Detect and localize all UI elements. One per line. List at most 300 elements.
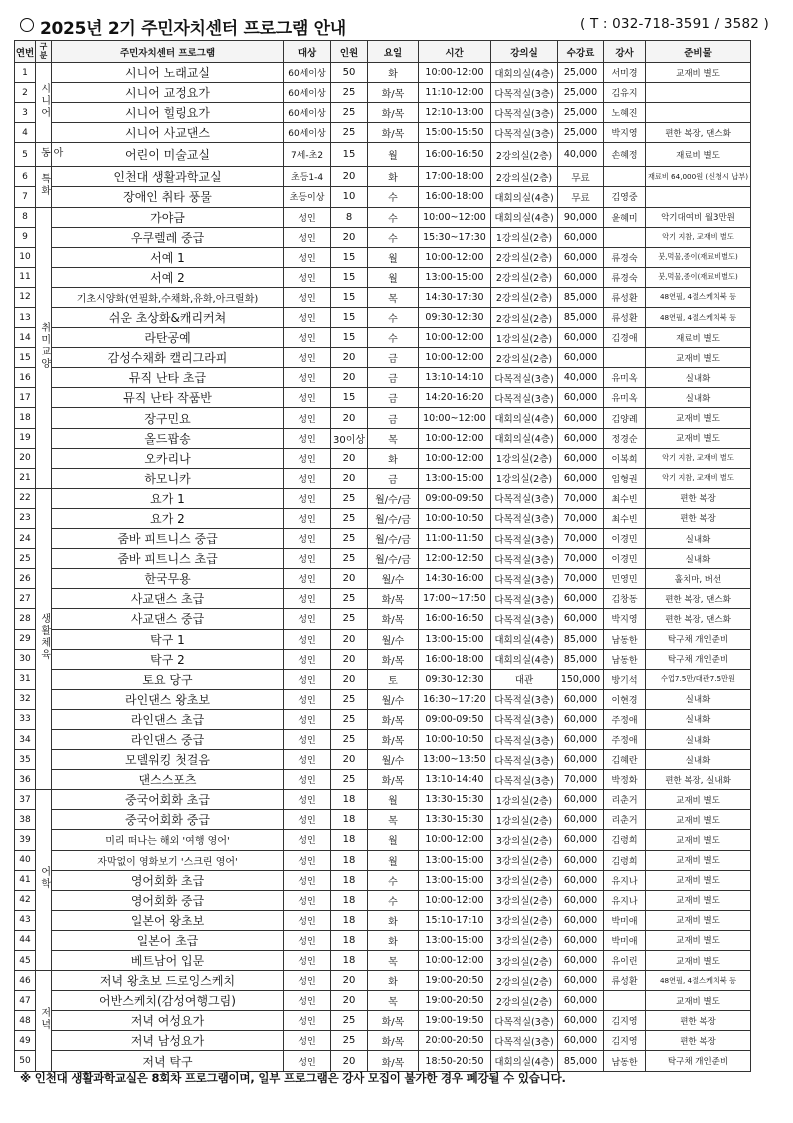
instructor-cell: 김영중 (604, 187, 646, 207)
time-cell: 14:20-16:20 (419, 388, 491, 408)
capacity-cell: 25 (331, 1011, 368, 1031)
target-cell: 성인 (284, 529, 331, 549)
materials-cell: 교재비 별도 (646, 870, 751, 890)
materials-cell: 교재비 별도 (646, 930, 751, 950)
col-header: 인원 (331, 41, 368, 63)
col-header: 강의실 (491, 41, 558, 63)
room-cell: 다목적실(3층) (491, 750, 558, 770)
instructor-cell: 유지나 (604, 870, 646, 890)
target-cell: 성인 (284, 589, 331, 609)
program-name: 어반스케치(감성여행그림) (52, 991, 284, 1011)
fee-cell: 60,000 (558, 609, 604, 629)
time-cell: 16:30~17:20 (419, 689, 491, 709)
room-cell: 2강의실(2층) (491, 308, 558, 328)
time-cell: 10:00~12:00 (419, 207, 491, 227)
materials-cell: 교재비 별도 (646, 951, 751, 971)
row-number: 44 (15, 930, 36, 950)
row-number: 23 (15, 508, 36, 528)
program-name: 저녁 남성요가 (52, 1031, 284, 1051)
capacity-cell: 25 (331, 83, 368, 103)
col-header: 대상 (284, 41, 331, 63)
instructor-cell: 주정애 (604, 729, 646, 749)
time-cell: 09:00-09:50 (419, 488, 491, 508)
program-name: 뮤직 난타 초급 (52, 368, 284, 388)
table-row (15, 609, 751, 629)
row-number: 33 (15, 709, 36, 729)
day-cell: 화/목 (368, 103, 419, 123)
program-name: 저녁 여성요가 (52, 1011, 284, 1031)
materials-cell: 수업7.5만/대관7.5만원 (646, 669, 751, 689)
row-number: 30 (15, 649, 36, 669)
time-cell: 13:30-15:30 (419, 810, 491, 830)
capacity-cell: 25 (331, 123, 368, 143)
room-cell: 대회의실(4층) (491, 428, 558, 448)
instructor-cell: 이현경 (604, 689, 646, 709)
program-name: 시니어 노래교실 (52, 63, 284, 83)
materials-cell: 악기 지참, 교재비 별도 (646, 227, 751, 247)
instructor-cell (604, 991, 646, 1011)
day-cell: 수 (368, 870, 419, 890)
room-cell: 3강의실(2층) (491, 890, 558, 910)
time-cell: 19:00-20:50 (419, 991, 491, 1011)
fee-cell: 85,000 (558, 1051, 604, 1071)
capacity-cell: 25 (331, 1031, 368, 1051)
program-name: 서예 1 (52, 247, 284, 267)
instructor-cell (604, 167, 646, 187)
row-number: 38 (15, 810, 36, 830)
time-cell: 16:00-18:00 (419, 187, 491, 207)
instructor-cell: 서미경 (604, 63, 646, 83)
time-cell: 13:30-15:30 (419, 790, 491, 810)
fee-cell: 60,000 (558, 930, 604, 950)
col-header: 수강료 (558, 41, 604, 63)
instructor-cell: 류성환 (604, 971, 646, 991)
day-cell: 목 (368, 810, 419, 830)
room-cell: 대회의실(4층) (491, 1051, 558, 1071)
time-cell: 20:00-20:50 (419, 1031, 491, 1051)
program-name: 시니어 교정요가 (52, 83, 284, 103)
row-number: 13 (15, 308, 36, 328)
target-cell: 성인 (284, 348, 331, 368)
day-cell: 화/목 (368, 709, 419, 729)
program-name: 오카리나 (52, 448, 284, 468)
table-row (15, 549, 751, 569)
table-row (15, 308, 751, 328)
materials-cell: 붓,먹물,종이(재료비별도) (646, 247, 751, 267)
time-cell: 13:00-15:00 (419, 468, 491, 488)
room-cell: 다목적실(3층) (491, 689, 558, 709)
row-number: 17 (15, 388, 36, 408)
row-number: 8 (15, 207, 36, 227)
instructor-cell: 박미애 (604, 930, 646, 950)
row-number: 16 (15, 368, 36, 388)
capacity-cell: 20 (331, 408, 368, 428)
time-cell: 10:00-12:00 (419, 428, 491, 448)
row-number: 25 (15, 549, 36, 569)
row-number: 24 (15, 529, 36, 549)
fee-cell: 60,000 (558, 810, 604, 830)
fee-cell: 60,000 (558, 750, 604, 770)
fee-cell: 60,000 (558, 388, 604, 408)
instructor-cell: 주정애 (604, 709, 646, 729)
table-row (15, 368, 751, 388)
target-cell: 성인 (284, 328, 331, 348)
fee-cell: 60,000 (558, 589, 604, 609)
instructor-cell: 이경민 (604, 549, 646, 569)
instructor-cell: 이경민 (604, 529, 646, 549)
day-cell: 화/목 (368, 729, 419, 749)
materials-cell: 48연필, 4절스케치북 등 (646, 308, 751, 328)
time-cell: 19:00-20:50 (419, 971, 491, 991)
day-cell: 토 (368, 669, 419, 689)
time-cell: 18:50-20:50 (419, 1051, 491, 1071)
capacity-cell: 18 (331, 870, 368, 890)
program-name: 인천대 생활과학교실 (52, 167, 284, 187)
fee-cell: 60,000 (558, 991, 604, 1011)
table-row (15, 991, 751, 1011)
time-cell: 09:30-12:30 (419, 669, 491, 689)
table-row (15, 770, 751, 790)
table-row (15, 890, 751, 910)
table-row (15, 971, 751, 991)
time-cell: 10:00-12:00 (419, 348, 491, 368)
day-cell: 월 (368, 143, 419, 167)
instructor-cell: 리춘거 (604, 790, 646, 810)
row-number: 32 (15, 689, 36, 709)
day-cell: 수 (368, 328, 419, 348)
fee-cell: 무료 (558, 167, 604, 187)
category-label: 시니어 (38, 82, 50, 119)
room-cell: 대회의실(4층) (491, 187, 558, 207)
fee-cell: 85,000 (558, 287, 604, 307)
table-row (15, 729, 751, 749)
instructor-cell: 손혜정 (604, 143, 646, 167)
table-body (15, 63, 751, 1072)
room-cell: 다목적실(3층) (491, 123, 558, 143)
time-cell: 13:00-15:00 (419, 267, 491, 287)
materials-cell: 편한 복장, 실내화 (646, 770, 751, 790)
target-cell: 성인 (284, 669, 331, 689)
room-cell: 2강의실(2층) (491, 167, 558, 187)
row-number: 36 (15, 770, 36, 790)
fee-cell: 85,000 (558, 629, 604, 649)
capacity-cell: 20 (331, 348, 368, 368)
program-name: 사교댄스 중급 (52, 609, 284, 629)
instructor-cell: 김유지 (604, 83, 646, 103)
program-name: 탁구 2 (52, 649, 284, 669)
time-cell: 10:00-12:00 (419, 63, 491, 83)
day-cell: 화/목 (368, 770, 419, 790)
instructor-cell: 김지영 (604, 1011, 646, 1031)
materials-cell: 교재비 별도 (646, 890, 751, 910)
fee-cell: 70,000 (558, 549, 604, 569)
time-cell: 11:00-11:50 (419, 529, 491, 549)
col-header: 요일 (368, 41, 419, 63)
capacity-cell: 18 (331, 810, 368, 830)
row-number: 3 (15, 103, 36, 123)
day-cell: 목 (368, 951, 419, 971)
category-cell (36, 971, 52, 1071)
row-number: 9 (15, 227, 36, 247)
instructor-cell: 김지영 (604, 1031, 646, 1051)
day-cell: 월/수/금 (368, 549, 419, 569)
materials-cell: 악기대여비 월3만원 (646, 207, 751, 227)
materials-cell: 편한 복장 (646, 1011, 751, 1031)
instructor-cell: 유지나 (604, 890, 646, 910)
category-cell (36, 488, 52, 789)
time-cell: 13:00-15:00 (419, 870, 491, 890)
table-row (15, 529, 751, 549)
instructor-cell: 류성환 (604, 287, 646, 307)
fee-cell: 25,000 (558, 103, 604, 123)
day-cell: 금 (368, 408, 419, 428)
capacity-cell: 20 (331, 468, 368, 488)
room-cell: 3강의실(2층) (491, 951, 558, 971)
target-cell: 성인 (284, 790, 331, 810)
capacity-cell: 15 (331, 388, 368, 408)
target-cell: 성인 (284, 207, 331, 227)
col-header-label: 구분 (39, 42, 48, 60)
room-cell: 대회의실(4층) (491, 207, 558, 227)
category-label: 아동 (38, 146, 62, 159)
day-cell: 화 (368, 971, 419, 991)
program-name: 모델워킹 첫걸음 (52, 750, 284, 770)
capacity-cell: 25 (331, 609, 368, 629)
row-number: 41 (15, 870, 36, 890)
target-cell: 60세이상 (284, 63, 331, 83)
room-cell: 3강의실(2층) (491, 850, 558, 870)
day-cell: 수 (368, 227, 419, 247)
room-cell: 다목적실(3층) (491, 529, 558, 549)
capacity-cell: 25 (331, 508, 368, 528)
room-cell: 1강의실(2층) (491, 227, 558, 247)
table-row (15, 930, 751, 950)
fee-cell: 60,000 (558, 951, 604, 971)
capacity-cell: 20 (331, 669, 368, 689)
table-row (15, 287, 751, 307)
program-name: 베트남어 입문 (52, 951, 284, 971)
target-cell: 성인 (284, 1051, 331, 1071)
instructor-cell: 유미옥 (604, 388, 646, 408)
time-cell: 16:00-18:00 (419, 649, 491, 669)
category-label: 저녁 (38, 1006, 50, 1031)
time-cell: 17:00~17:50 (419, 589, 491, 609)
footnote: ※ 인천대 생활과학교실은 8회차 프로그램이며, 일부 프로그램은 강사 모집이 불가한 경우 폐강될 수 있습니다. (20, 1071, 566, 1085)
capacity-cell: 25 (331, 529, 368, 549)
category-cell (36, 207, 52, 488)
capacity-cell: 18 (331, 790, 368, 810)
fee-cell: 70,000 (558, 770, 604, 790)
instructor-cell: 김경애 (604, 328, 646, 348)
row-number: 26 (15, 569, 36, 589)
table-row (15, 63, 751, 83)
room-cell: 대회의실(4층) (491, 408, 558, 428)
instructor-cell: 김양례 (604, 408, 646, 428)
room-cell: 2강의실(2층) (491, 991, 558, 1011)
instructor-cell: 류경숙 (604, 247, 646, 267)
room-cell: 1강의실(2층) (491, 328, 558, 348)
program-name: 라인댄스 중급 (52, 729, 284, 749)
target-cell: 성인 (284, 951, 331, 971)
table-row (15, 629, 751, 649)
instructor-cell: 방기석 (604, 669, 646, 689)
materials-cell: 재료비 별도 (646, 328, 751, 348)
fee-cell: 25,000 (558, 123, 604, 143)
room-cell: 다목적실(3층) (491, 1011, 558, 1031)
materials-cell (646, 83, 751, 103)
materials-cell: 교재비 별도 (646, 830, 751, 850)
room-cell: 대회의실(4층) (491, 63, 558, 83)
time-cell: 10:00-12:00 (419, 951, 491, 971)
day-cell: 화/목 (368, 609, 419, 629)
instructor-cell: 임형권 (604, 468, 646, 488)
category-cell (36, 63, 52, 143)
instructor-cell: 윤혜미 (604, 207, 646, 227)
table-row (15, 167, 751, 187)
table-row (15, 569, 751, 589)
program-name: 쉬운 초상화&캐리커쳐 (52, 308, 284, 328)
program-name: 탁구 1 (52, 629, 284, 649)
col-header: 강사 (604, 41, 646, 63)
table-row (15, 1051, 751, 1071)
room-cell: 2강의실(2층) (491, 267, 558, 287)
materials-cell: 편한 복장 (646, 508, 751, 528)
row-number: 27 (15, 589, 36, 609)
program-name: 장애인 취타 풍물 (52, 187, 284, 207)
room-cell: 2강의실(2층) (491, 971, 558, 991)
room-cell: 다목적실(3층) (491, 609, 558, 629)
instructor-cell: 남동한 (604, 629, 646, 649)
row-number: 46 (15, 971, 36, 991)
table-row (15, 488, 751, 508)
capacity-cell: 25 (331, 103, 368, 123)
col-header: 시간 (419, 41, 491, 63)
day-cell: 월/수 (368, 569, 419, 589)
program-name: 일본어 왕초보 (52, 910, 284, 930)
day-cell: 월/수 (368, 629, 419, 649)
day-cell: 금 (368, 468, 419, 488)
table-row (15, 207, 751, 227)
row-number: 49 (15, 1031, 36, 1051)
materials-cell: 실내화 (646, 549, 751, 569)
table-row (15, 267, 751, 287)
materials-cell: 편한 복장, 댄스화 (646, 609, 751, 629)
phone-number: ( T : 032-718-3591 / 3582 ) (579, 16, 769, 32)
capacity-cell: 30이상 (331, 428, 368, 448)
instructor-cell: 박정화 (604, 770, 646, 790)
row-number: 11 (15, 267, 36, 287)
row-number: 37 (15, 790, 36, 810)
materials-cell: 교재비 별도 (646, 428, 751, 448)
materials-cell: 교재비 별도 (646, 348, 751, 368)
category-label: 특화 (38, 173, 50, 197)
capacity-cell: 15 (331, 267, 368, 287)
room-cell: 다목적실(3층) (491, 103, 558, 123)
capacity-cell: 20 (331, 448, 368, 468)
row-number: 50 (15, 1051, 36, 1071)
day-cell: 화/목 (368, 83, 419, 103)
target-cell: 성인 (284, 890, 331, 910)
table-row (15, 1011, 751, 1031)
target-cell: 성인 (284, 368, 331, 388)
materials-cell: 붓,먹물,종이(재료비별도) (646, 267, 751, 287)
program-name: 영어회화 초급 (52, 870, 284, 890)
materials-cell: 교재비 별도 (646, 910, 751, 930)
program-name: 하모니카 (52, 468, 284, 488)
materials-cell: 훌치마, 버선 (646, 569, 751, 589)
program-name: 뮤직 난타 작품반 (52, 388, 284, 408)
materials-cell: 편한 복장, 댄스화 (646, 123, 751, 143)
fee-cell: 60,000 (558, 830, 604, 850)
table-row (15, 227, 751, 247)
instructor-cell: 최수빈 (604, 508, 646, 528)
capacity-cell: 8 (331, 207, 368, 227)
instructor-cell: 박지영 (604, 123, 646, 143)
target-cell: 초등이상 (284, 187, 331, 207)
fee-cell: 60,000 (558, 408, 604, 428)
target-cell: 성인 (284, 508, 331, 528)
col-header: 준비물 (646, 41, 751, 63)
row-number: 7 (15, 187, 36, 207)
day-cell: 월/수/금 (368, 488, 419, 508)
time-cell: 09:30-12:30 (419, 308, 491, 328)
day-cell: 월 (368, 790, 419, 810)
day-cell: 수 (368, 207, 419, 227)
room-cell: 1강의실(2층) (491, 810, 558, 830)
program-name: 줌바 피트니스 중급 (52, 529, 284, 549)
day-cell: 화/목 (368, 1031, 419, 1051)
row-number: 28 (15, 609, 36, 629)
capacity-cell: 18 (331, 850, 368, 870)
room-cell: 다목적실(3층) (491, 709, 558, 729)
row-number: 42 (15, 890, 36, 910)
room-cell: 2강의실(2층) (491, 247, 558, 267)
time-cell: 12:10-13:00 (419, 103, 491, 123)
materials-cell: 실내화 (646, 709, 751, 729)
program-name: 요가 2 (52, 508, 284, 528)
program-name: 댄스스포츠 (52, 770, 284, 790)
target-cell: 성인 (284, 810, 331, 830)
capacity-cell: 20 (331, 1051, 368, 1071)
row-number: 47 (15, 991, 36, 1011)
instructor-cell (604, 348, 646, 368)
row-number: 19 (15, 428, 36, 448)
time-cell: 19:00-19:50 (419, 1011, 491, 1031)
instructor-cell: 김령희 (604, 830, 646, 850)
day-cell: 화/목 (368, 589, 419, 609)
table-row (15, 348, 751, 368)
fee-cell: 60,000 (558, 1031, 604, 1051)
fee-cell: 60,000 (558, 689, 604, 709)
capacity-cell: 15 (331, 287, 368, 307)
time-cell: 13:10-14:40 (419, 770, 491, 790)
time-cell: 10:00-12:00 (419, 448, 491, 468)
capacity-cell: 25 (331, 549, 368, 569)
room-cell: 다목적실(3층) (491, 488, 558, 508)
fee-cell: 60,000 (558, 890, 604, 910)
program-name: 가야금 (52, 207, 284, 227)
table-row (15, 709, 751, 729)
room-cell: 3강의실(2층) (491, 830, 558, 850)
program-table (14, 40, 751, 1072)
row-number: 15 (15, 348, 36, 368)
time-cell: 11:10-12:00 (419, 83, 491, 103)
target-cell: 성인 (284, 267, 331, 287)
row-number: 45 (15, 951, 36, 971)
capacity-cell: 18 (331, 830, 368, 850)
capacity-cell: 15 (331, 308, 368, 328)
materials-cell: 실내화 (646, 388, 751, 408)
